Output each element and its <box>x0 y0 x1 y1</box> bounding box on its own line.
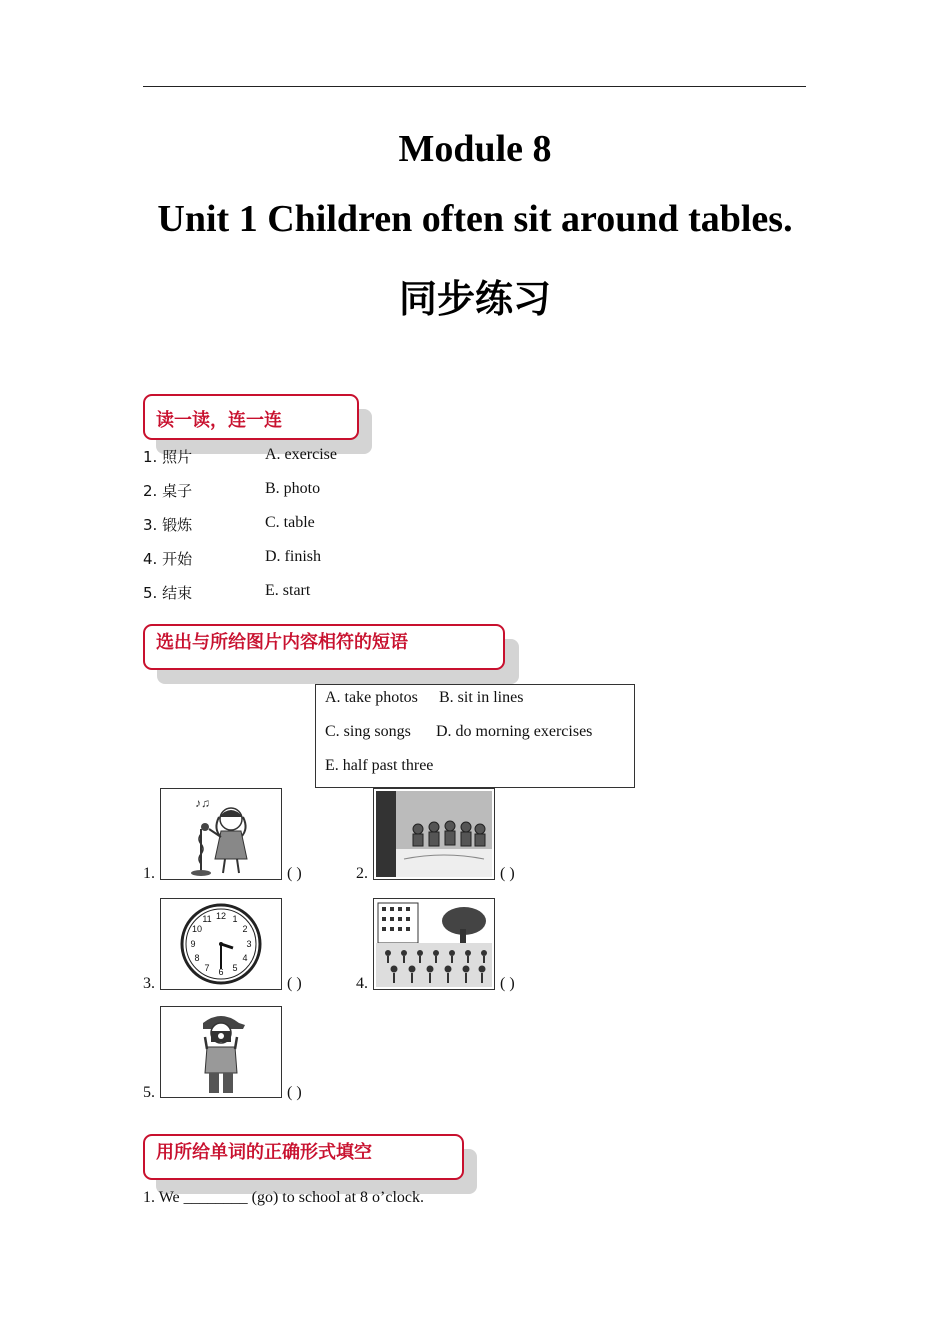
answer-blank-2[interactable]: ( ) <box>500 865 515 882</box>
svg-text:3: 3 <box>246 939 252 949</box>
module-title: Module 8 <box>398 128 552 170</box>
options-box <box>315 684 635 788</box>
option-e: E. half past three <box>325 757 434 774</box>
svg-text:9: 9 <box>190 939 196 949</box>
svg-text:12: 12 <box>215 911 227 921</box>
practice-subtitle: 同步练习 <box>398 277 551 321</box>
svg-text:1: 1 <box>232 914 238 924</box>
picture-2 <box>373 788 495 880</box>
svg-text:11: 11 <box>202 914 212 924</box>
svg-text:10: 10 <box>191 924 203 934</box>
girl-singing-icon <box>161 789 281 879</box>
clock-icon <box>161 899 281 989</box>
svg-text:2: 2 <box>242 924 248 934</box>
option-a: A. take photos <box>325 689 418 706</box>
match-right-e: E. start <box>265 582 311 599</box>
match-left-3: 3. 锻炼 <box>143 516 193 534</box>
match-left-2: 2. 桌子 <box>143 482 193 500</box>
answer-blank-1[interactable]: ( ) <box>287 865 302 882</box>
match-right-a: A. exercise <box>265 446 337 463</box>
header-rule <box>143 86 806 87</box>
students-exercising-icon <box>374 899 494 989</box>
svg-text:♪♫: ♪♫ <box>195 796 210 810</box>
option-d: D. do morning exercises <box>436 723 593 740</box>
boy-taking-photo-icon <box>161 1007 281 1097</box>
picture-1 <box>160 788 282 880</box>
item-4-number: 4. <box>356 975 368 992</box>
match-right-b: B. photo <box>265 480 321 497</box>
picture-5 <box>160 1006 282 1098</box>
section-2-title: 选出与所给图片内容相符的短语 <box>156 632 408 653</box>
answer-blank-5[interactable]: ( ) <box>287 1084 302 1101</box>
section-1-title: 读一读，连一连 <box>156 410 282 431</box>
svg-text:5: 5 <box>232 963 238 973</box>
answer-blank-4[interactable]: ( ) <box>500 975 515 992</box>
fill-blank-question-1: 1. We ________ (go) to school at 8 o’clock. <box>143 1189 425 1206</box>
item-5-number: 5. <box>143 1084 155 1101</box>
answer-blank-3[interactable]: ( ) <box>287 975 302 992</box>
svg-text:4: 4 <box>242 953 248 963</box>
item-2-number: 2. <box>356 865 368 882</box>
item-1-number: 1. <box>143 865 155 882</box>
match-right-c: C. table <box>265 514 315 531</box>
svg-text:8: 8 <box>194 953 200 963</box>
picture-3 <box>160 898 282 990</box>
option-c: C. sing songs <box>325 723 411 740</box>
picture-4 <box>373 898 495 990</box>
item-3-number: 3. <box>143 975 155 992</box>
children-sitting-icon <box>374 789 494 879</box>
match-left-1: 1. 照片 <box>143 448 193 466</box>
svg-text:6: 6 <box>218 967 224 977</box>
match-left-5: 5. 结束 <box>143 584 193 602</box>
match-left-4: 4. 开始 <box>143 550 193 568</box>
match-right-d: D. finish <box>265 548 321 565</box>
section-3-title: 用所给单词的正确形式填空 <box>156 1142 372 1163</box>
unit-title: Unit 1 Children often sit around tables. <box>157 198 793 240</box>
option-b: B. sit in lines <box>439 689 524 706</box>
svg-text:7: 7 <box>204 963 210 973</box>
